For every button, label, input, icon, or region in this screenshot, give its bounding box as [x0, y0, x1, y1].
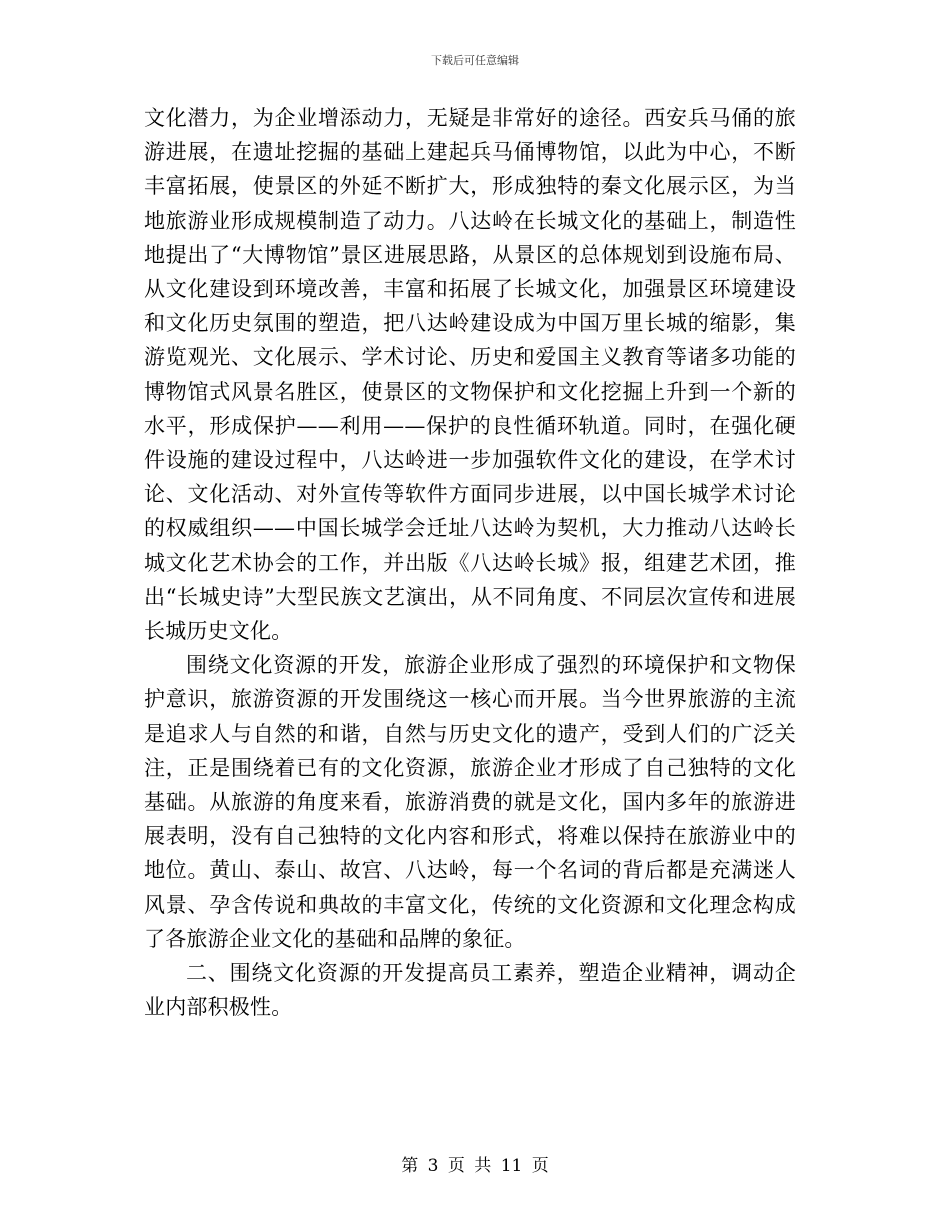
- paragraph-2: 围绕文化资源的开发，旅游企业形成了强烈的环境保护和文物保护意识，旅游资源的开发围绕这一核心而开展。当今世界旅游的主流是追求人与自然的和谐，自然与历史文化的遗产，受到人们的广泛关注，正是围绕着已有的文化资源，旅游企业才形成了自己独特的文化基础。从旅游的角度来看，旅游消费的就是文化，国内多年的旅游进展表明，没有自己独特的文化内容和形式，将难以保持在旅游业中的地位。黄山、泰山、故宫、八达岭，每一个名词的背后都是充满迷人风景、孕含传说和典故的丰富文化，传统的文化资源和文化理念构成了各旅游企业文化的基础和品牌的象征。: [144, 653, 796, 951]
- document-body: [144, 101, 796, 1024]
- paragraph-3: 二、围绕文化资源的开发提高员工素养，塑造企业精神，调动企业内部积极性。: [144, 961, 796, 1020]
- page-number-footer: 第 3 页 共 11 页: [401, 1156, 549, 1176]
- paragraph-1: 文化潜力，为企业增添动力，无疑是非常好的途径。西安兵马俑的旅游进展，在遗址挖掘的基础上建起兵马俑博物馆，以此为中心，不断丰富拓展，使景区的外延不断扩大，形成独特的秦文化展示区，为当地旅游业形成规模制造了动力。八达岭在长城文化的基础上，制造性地提出了“大博物馆”景区进展思路，从景区的总体规划到设施布局、从文化建设到环境改善，丰富和拓展了长城文化，加强景区环境建设和文化历史氛围的塑造，把八达岭建设成为中国万里长城的缩影，集游览观光、文化展示、学术讨论、历史和爱国主义教育等诸多功能的博物馆式风景名胜区，使景区的文物保护和文化挖掘上升到一个新的水平，形成保护——利用——保护的良性循环轨道。同时，在强化硬件设施的建设过程中，八达岭进一步加强软件文化的建设，在学术讨论、文化活动、对外宣传等软件方面同步进展，以中国长城学术讨论的权威组织——中国长城学会迁址八达岭为契机，大力推动八达岭长城文化艺术协会的工作，并出版《八达岭长城》报，组建艺术团，推出“长城史诗”大型民族文艺演出，从不同角度、不同层次宣传和进展长城历史文化。: [144, 106, 796, 644]
- page-header: 下载后可任意编辑: [431, 54, 519, 67]
